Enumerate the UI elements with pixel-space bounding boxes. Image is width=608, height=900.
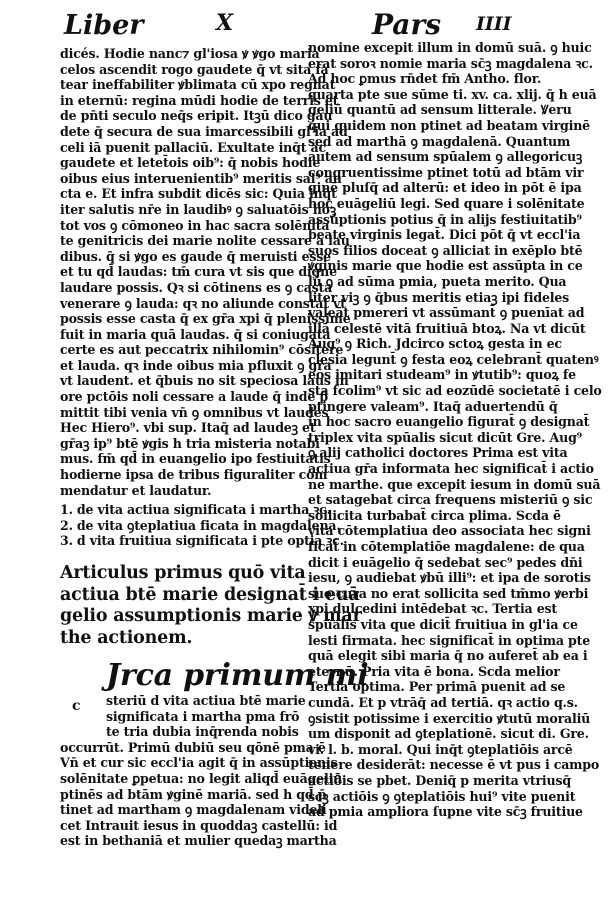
text-line: est in bethaniā et mulier quedaꝫ martha — [60, 833, 337, 849]
text-line: iesu, ꝯ audiebat ꝟbū illi⁹: et ipa de sorotis — [308, 570, 591, 586]
text-line: sed ad marthā ꝯ magdalenā. Quantum — [308, 133, 571, 149]
list-item: 1. de vita actiua significata i martha ꝛc. — [60, 502, 331, 518]
text-line: sollicita turbabat̄ circa plima. Scda ē — [308, 507, 561, 523]
text-line: venerare ꝯ lauda: qꝛ no aliunde constat vt — [60, 295, 346, 311]
text-line: quarta pte sue sūme ti. xv. ca. xlij. q̄ h euā — [308, 86, 597, 102]
enumerated-list — [60, 502, 344, 549]
text-line: in eternū: regina mūdi hodie de terris et — [60, 92, 339, 108]
text-line: tinet ad martham ꝯ magdalenam videli — [60, 802, 327, 818]
text-line: spūalis vita que dicit̄ fruitiua in gl'ia ce — [308, 616, 578, 632]
text-line: tenere desiderāt: necesse ē vt pus i campo — [308, 757, 600, 773]
text-line: iter salutis nr̄e in laudibꝰ ꝯ saluatōis hoꝫ — [60, 201, 337, 217]
header-liber: Liber — [64, 10, 144, 41]
text-line: cundā. Et p vtrāq̄ ad tertiā. qꝛ actio q.s. — [308, 694, 578, 710]
text-line: nomine excepit illum in domū suā. ꝯ huic — [308, 40, 592, 55]
text-line: Tertia optima. Per primā puenit ad se — [308, 679, 566, 695]
right-column-text — [308, 40, 602, 820]
text-line: qui quidem non ptinet ad beatam virginē — [308, 117, 590, 133]
text-line: geliū quantū ad sensum litterale. Ꝟeru — [308, 102, 572, 118]
text-line: celi iā puenit pallaciū. Exultate inq̄t ac — [60, 139, 326, 155]
incipit-heading: Jrca primum mi — [106, 658, 369, 693]
text-line: celos ascendit rogo gaudete q̄ vt sita fa — [60, 61, 329, 77]
header-pars: Pars — [372, 8, 441, 41]
text-line: ficat̄ in cōtemplatiōe magdalene: de qua — [308, 539, 585, 554]
text-line: scꝫ actiōis ꝯ ꝯteplatiōis hui⁹ vite puenit — [308, 788, 576, 804]
text-line: hodierne ipsa de tribus figuraliter com — [60, 467, 328, 483]
running-header — [0, 2, 608, 42]
text-line: um disponit ad ꝯteplationē. sicut di. Gre. — [308, 726, 589, 742]
text-line: congruentissime ptinet totū ad btām vir — [308, 164, 584, 180]
text-line: quā elegit sibi maria q̄ no auferet̄ ab ea i — [308, 648, 588, 664]
text-line: lū ꝯ ad sūma pmia, pueta merito. Qua — [308, 273, 567, 289]
text-line: et satagebat circa frequens misteriū ꝯ sic — [308, 492, 593, 508]
header-part-number: IIII — [476, 13, 512, 35]
text-line: lesti firmata. hec significat̄ in optima pte — [308, 632, 591, 648]
text-line: et lauda. qꝛ inde oibus mia pfluxit ꝯ gr̄a — [60, 357, 332, 373]
text-line: cta e. Et infra subdit dicēs sic: Quia inq̄t — [60, 186, 337, 202]
text-line: hoc euāgeliū legi. Sed quare i solēnitate — [308, 195, 585, 211]
text-line: ꝟginis marie que hodie est assūpta in ce — [308, 258, 583, 274]
text-line: eternū. Pria vita ē bona. Scda melior — [308, 663, 560, 679]
text-line: Aug⁹ ꝯ Rich. Jdcirco sctoꝝ gesta in ec — [308, 336, 562, 352]
text-line: dete q̄ secura de sua imarcessibili gl'ia ad — [60, 123, 348, 139]
text-line: solēnitate ꝑpetua: no legit aliqd̄ euāgeliū — [60, 770, 343, 786]
text-line: te genitricis dei marie nolite cessare a lau — [60, 233, 350, 249]
left-column-text — [60, 46, 351, 498]
text-line: et tu qd̄ laudas: tm̄ cura vt sis que digne — [60, 264, 337, 280]
text-line: clesia legunt̄ ꝯ festa eoꝝ celebrant̄ quatenꝰ — [308, 351, 599, 367]
left-column — [60, 46, 369, 849]
text-line: certe es aut peccatrix nihilomin⁹ cōsitere — [60, 342, 344, 358]
rubric-line: Articulus primus quō vita — [60, 563, 306, 583]
text-line: dibus. q̄ si ꝟgo es gaude q̄ meruisti esse — [60, 248, 331, 264]
text-line: suos filios doceat ꝯ alliciat in exēplo btē — [308, 242, 583, 258]
text-line: actiōis se pbet. Deniq̄ p merita vtriusq̄ — [308, 772, 571, 788]
text-line: Ad hoc ꝑmus rn̄det fm̄ Antho. flor. — [308, 71, 542, 87]
text-line: ne marthe. que excepit iesum in domū suā — [308, 476, 601, 492]
incipit-block — [60, 658, 369, 740]
list-item: 2. de vita ꝯteplatiua ficata in magdalena. — [60, 517, 341, 533]
text-line: mittit tibi venia vn̄ ꝯ omnibus vt laudes — [60, 404, 329, 420]
text-line: ore pctōis noli cessare a laude q̄ inde p̄ — [60, 389, 328, 405]
rubric-line: the actionem. — [60, 627, 193, 648]
text-line: oibus eius interuenientib⁹ meritis sal⁹ au — [60, 170, 342, 186]
text-line: actiua gr̄a informata hec significat̄ i actio — [308, 461, 594, 477]
text-line: autem ad sensum spūalem ꝯ allegoricuꝫ — [308, 149, 583, 165]
text-line: de pn̄ti seculo neq̄s eripit. Itꝫū dico gau — [60, 108, 333, 124]
marginal-letter: c — [72, 698, 81, 714]
text-line: ad pmia ampliora ſupne vite sc̄ꝫ fruitiue — [308, 804, 583, 820]
text-line: liter viꝫ ꝯ q̄bus meritis etiaꝫ ipi fideles — [308, 289, 570, 305]
text-line: dicit i euāgelio q̄ sedebat sec⁹ pedes dn̄i — [308, 554, 583, 570]
text-line: gr̄aꝫ ip⁹ btē ꝟgis h tria misteria notabi — [60, 435, 320, 451]
text-line: ptingere valeam⁹. Itaq̄ aduertendū q̄ — [308, 398, 558, 414]
text-line: fuit in maria quā laudas. q̄ si coniugata — [60, 326, 331, 342]
text-line: te tria dubia inq̄renda nobis — [106, 724, 299, 740]
text-line: ginē pluſq̄ ad alterū: et ideo in pōt ē ipa — [308, 180, 582, 196]
text-line: sta fcolim⁹ vt sic ad eozūdē societatē i celo — [308, 383, 602, 399]
text-line: beate virginis legat̄. Dici pōt q̄ vt eccl'ia — [308, 227, 581, 243]
text-line: steriū d vita actiua btē marie — [106, 693, 306, 708]
text-line: mendatur et laudatur. — [60, 482, 212, 498]
text-line: Vn̄ et cur sic eccl'ia agit q̄ in assūptienis — [60, 755, 338, 771]
text-line: in hoc sacro euangelio figurat̄ ꝯ designat̄ — [308, 414, 590, 430]
text-line: sue cura no erat sollicita sed tm̄mo ꝟerbi — [308, 585, 589, 601]
text-line: vita cōtemplatiua deo associata hec signi — [308, 523, 591, 539]
incipit-indented-text — [60, 693, 304, 740]
text-line: cet Intrauit iesus in quoddaꝫ castellū: id — [60, 817, 338, 833]
text-line: mus. fm̄ qd̄ in euangelio ipo festiuitatis — [60, 451, 331, 467]
text-line: triplex vita spūalis sicut dicūt Gre. Aug⁹ — [308, 429, 582, 445]
text-line: illā celestē vitā fruitiuā btoꝝ. Na vt dicūt — [308, 320, 586, 336]
text-line: xpi dulcedini intēdebat ꝛc. Tertia est — [308, 601, 558, 617]
text-line: vi. l. b. moral. Qui inq̄t ꝯteplatiōis arcē — [308, 741, 573, 757]
text-line: eos imitari studeam⁹ in ꝟtutib⁹: quoꝝ fe — [308, 367, 576, 383]
article-rubric — [60, 563, 362, 649]
text-line: Hec Hiero⁹. vbi sup. Itaq̄ ad laudeꝫ et — [60, 420, 316, 436]
text-line: valeāt pmereri vt assūmant̄ ꝯ puenīat ad — [308, 305, 585, 321]
text-line: ptinēs ad btām ꝟginē mariā. sed h qd̄ p̄ — [60, 786, 327, 802]
rubric-line: gelio assumptionis marie ꝟ mar — [60, 606, 362, 626]
list-item: 3. d vita fruitiua significata i pte optia ꝛc. — [60, 533, 344, 549]
text-line: significata i martha pma frō — [106, 708, 300, 724]
text-line: occurrūt. Primū dubiū seu qōnē pma ē — [60, 739, 326, 755]
text-line: ꝯsistit potissime i exercitio ꝟtutū moraliū — [308, 710, 591, 726]
rubric-line: actiua btē marie designat̄ i euā — [60, 584, 360, 605]
text-line: possis esse casta q̄ ex gr̄a xpi q̄ plenissime — [60, 311, 351, 327]
text-line: tot vos ꝯ cōmoneo in hac sacra solēnita — [60, 217, 330, 233]
left-column-continuation — [60, 739, 343, 849]
text-line: dicés. Hodie nanc⁊ gl'iosa ꝟ ꝟgo maria — [60, 46, 320, 61]
text-line: assūptionis potius q̄ in alijs festiuitatib⁹ — [308, 211, 582, 227]
right-column — [308, 40, 602, 820]
text-line: vt laudent. et q̄buis no sit speciosa laus in — [60, 373, 349, 389]
text-line: gaudete et letet̄ois oib⁹: q̄ nobis hodie — [60, 155, 321, 171]
text-line: laudare possis. Qꝛ si cōtinens es ꝯ casta — [60, 279, 333, 295]
text-line: tear ineffabiliter ꝟblimata cū xpo regnat — [60, 77, 336, 93]
text-line: ꝯ alij catholici doctores Prima est vita — [308, 445, 568, 461]
header-book-number: X — [216, 10, 234, 36]
text-line: erat soroꝛ nomie maria sc̄ꝫ magdalena ꝛc. — [308, 55, 593, 71]
